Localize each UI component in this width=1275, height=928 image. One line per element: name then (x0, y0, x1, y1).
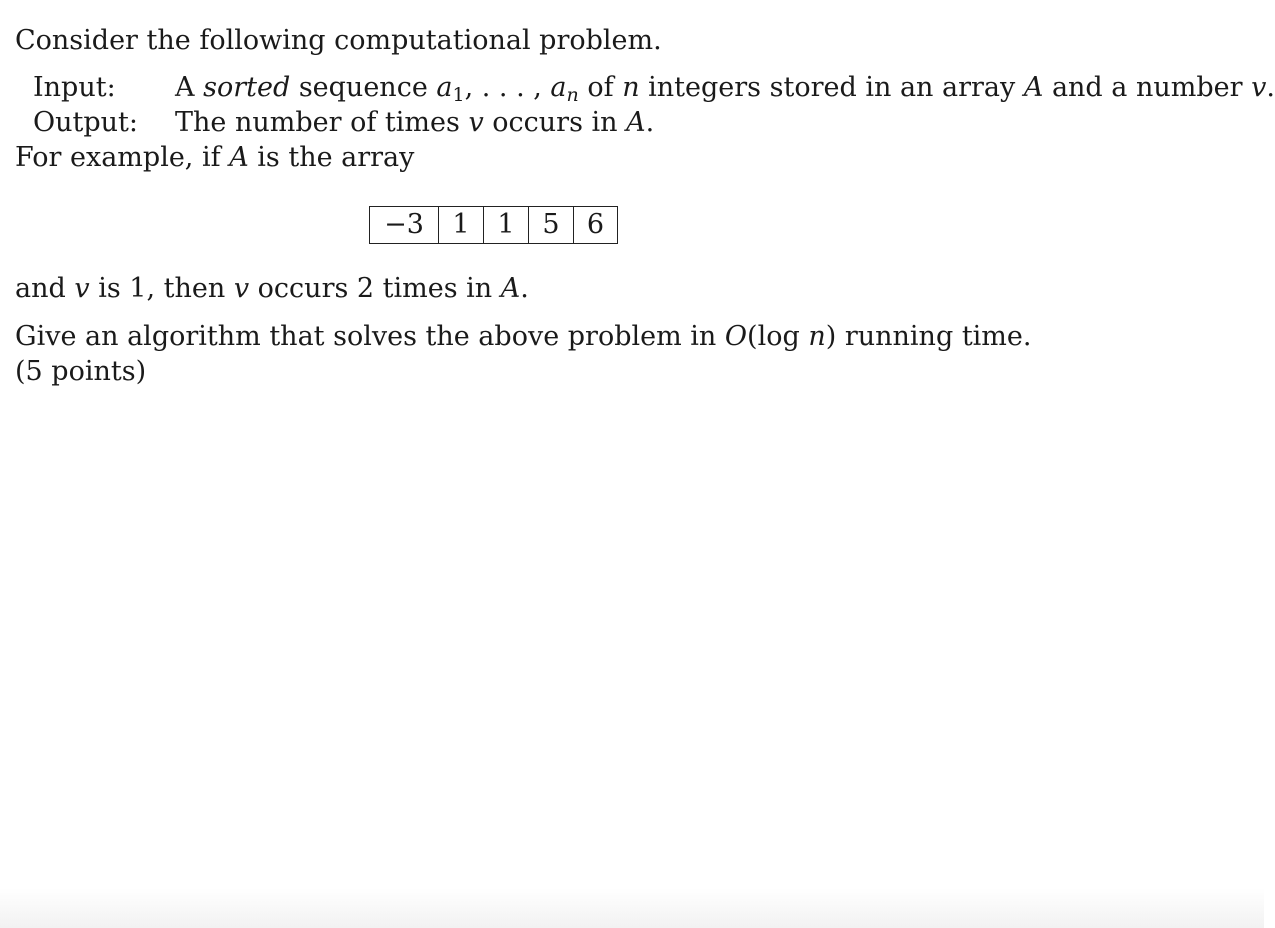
example-result: and v is 1, then v occurs 2 times in A. (15, 273, 529, 304)
example-intro: For example, if A is the array (15, 142, 415, 173)
intro-text: Consider the following computational problem. (15, 25, 662, 56)
input-label: Input: (33, 72, 116, 103)
output-label: Output: (33, 107, 138, 138)
points-label: (5 points) (15, 356, 147, 387)
output-description: The number of times v occurs in A. (175, 107, 655, 138)
array-cell: 1 (483, 207, 528, 243)
array-cell: 5 (528, 207, 573, 243)
task-statement: Give an algorithm that solves the above problem in O(log n) running time. (15, 321, 1032, 352)
input-description: A sorted sequence $a_1$, . . . , $a_n$ of n integers stored in an array A and a number v. (175, 72, 1275, 106)
array-cell: 1 (438, 207, 483, 243)
array-cell: 6 (573, 207, 617, 243)
array-cell: −3 (384, 209, 424, 240)
bottom-fade (0, 888, 1264, 928)
example-array (369, 206, 618, 244)
